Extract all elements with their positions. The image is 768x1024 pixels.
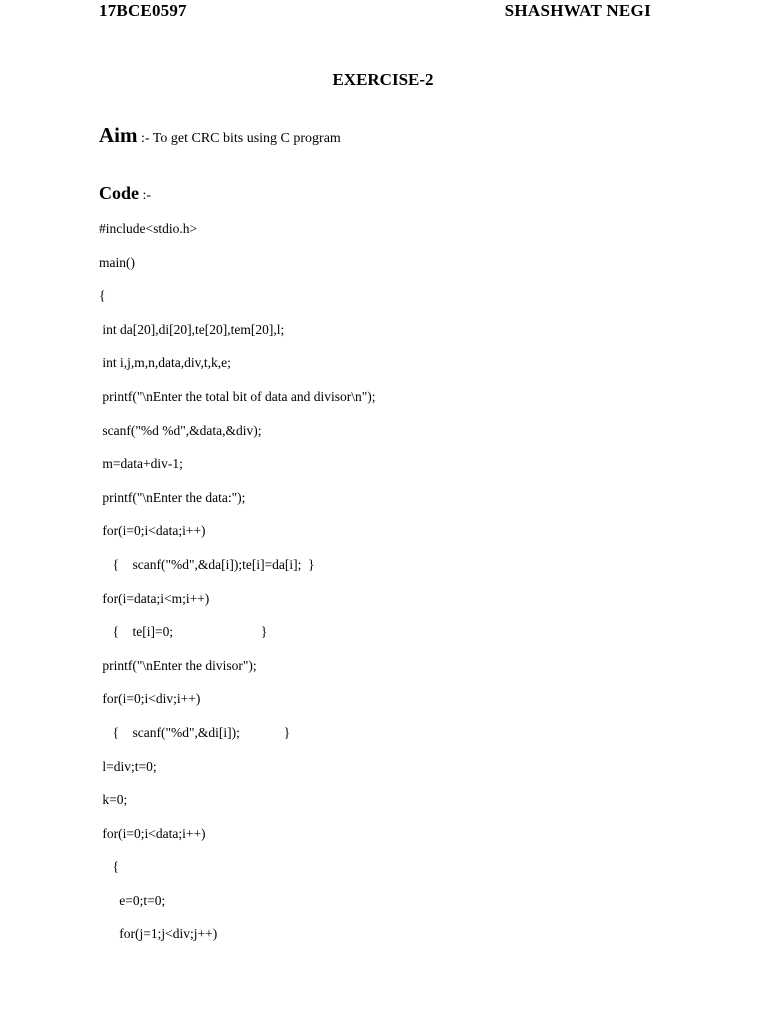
code-line: { — [99, 288, 106, 304]
code-line: printf("\nEnter the divisor"); — [99, 657, 257, 673]
code-line: l=div;t=0; — [99, 758, 157, 774]
code-line: { scanf("%d",&da[i]);te[i]=da[i]; } — [99, 556, 315, 572]
code-line: m=data+div-1; — [99, 456, 183, 472]
code-separator: :- — [139, 188, 152, 203]
aim-label: Aim — [99, 123, 138, 147]
code-line: { — [99, 859, 119, 875]
code-line: printf("\nEnter the data:"); — [99, 489, 246, 505]
code-line: for(j=1;j<div;j++) — [99, 926, 218, 942]
student-name: SHASHWAT NEGI — [504, 1, 651, 20]
code-line: int da[20],di[20],te[20],tem[20],l; — [99, 321, 285, 337]
code-line: scanf("%d %d",&data,&div); — [99, 422, 262, 438]
code-line: { scanf("%d",&di[i]); } — [99, 724, 291, 740]
code-line: int i,j,m,n,data,div,t,k,e; — [99, 355, 231, 371]
code-line: { te[i]=0; } — [99, 624, 268, 640]
code-label: Code — [99, 183, 139, 203]
student-id: 17BCE0597 — [99, 1, 187, 20]
code-heading — [99, 183, 151, 204]
code-line: main() — [99, 254, 135, 270]
code-line: k=0; — [99, 792, 128, 808]
aim-text: :- To get CRC bits using C program — [137, 131, 341, 146]
code-line: for(i=data;i<m;i++) — [99, 590, 210, 606]
exercise-title: EXERCISE-2 — [332, 70, 434, 89]
code-line: for(i=0;i<data;i++) — [99, 523, 206, 539]
code-line: for(i=0;i<data;i++) — [99, 825, 206, 841]
aim-section — [99, 123, 341, 148]
code-line: for(i=0;i<div;i++) — [99, 691, 201, 707]
code-line: printf("\nEnter the total bit of data and divisor\n"); — [99, 388, 376, 404]
code-listing — [99, 219, 375, 958]
code-line: e=0;t=0; — [99, 892, 166, 908]
code-line: #include<stdio.h> — [99, 221, 198, 236]
